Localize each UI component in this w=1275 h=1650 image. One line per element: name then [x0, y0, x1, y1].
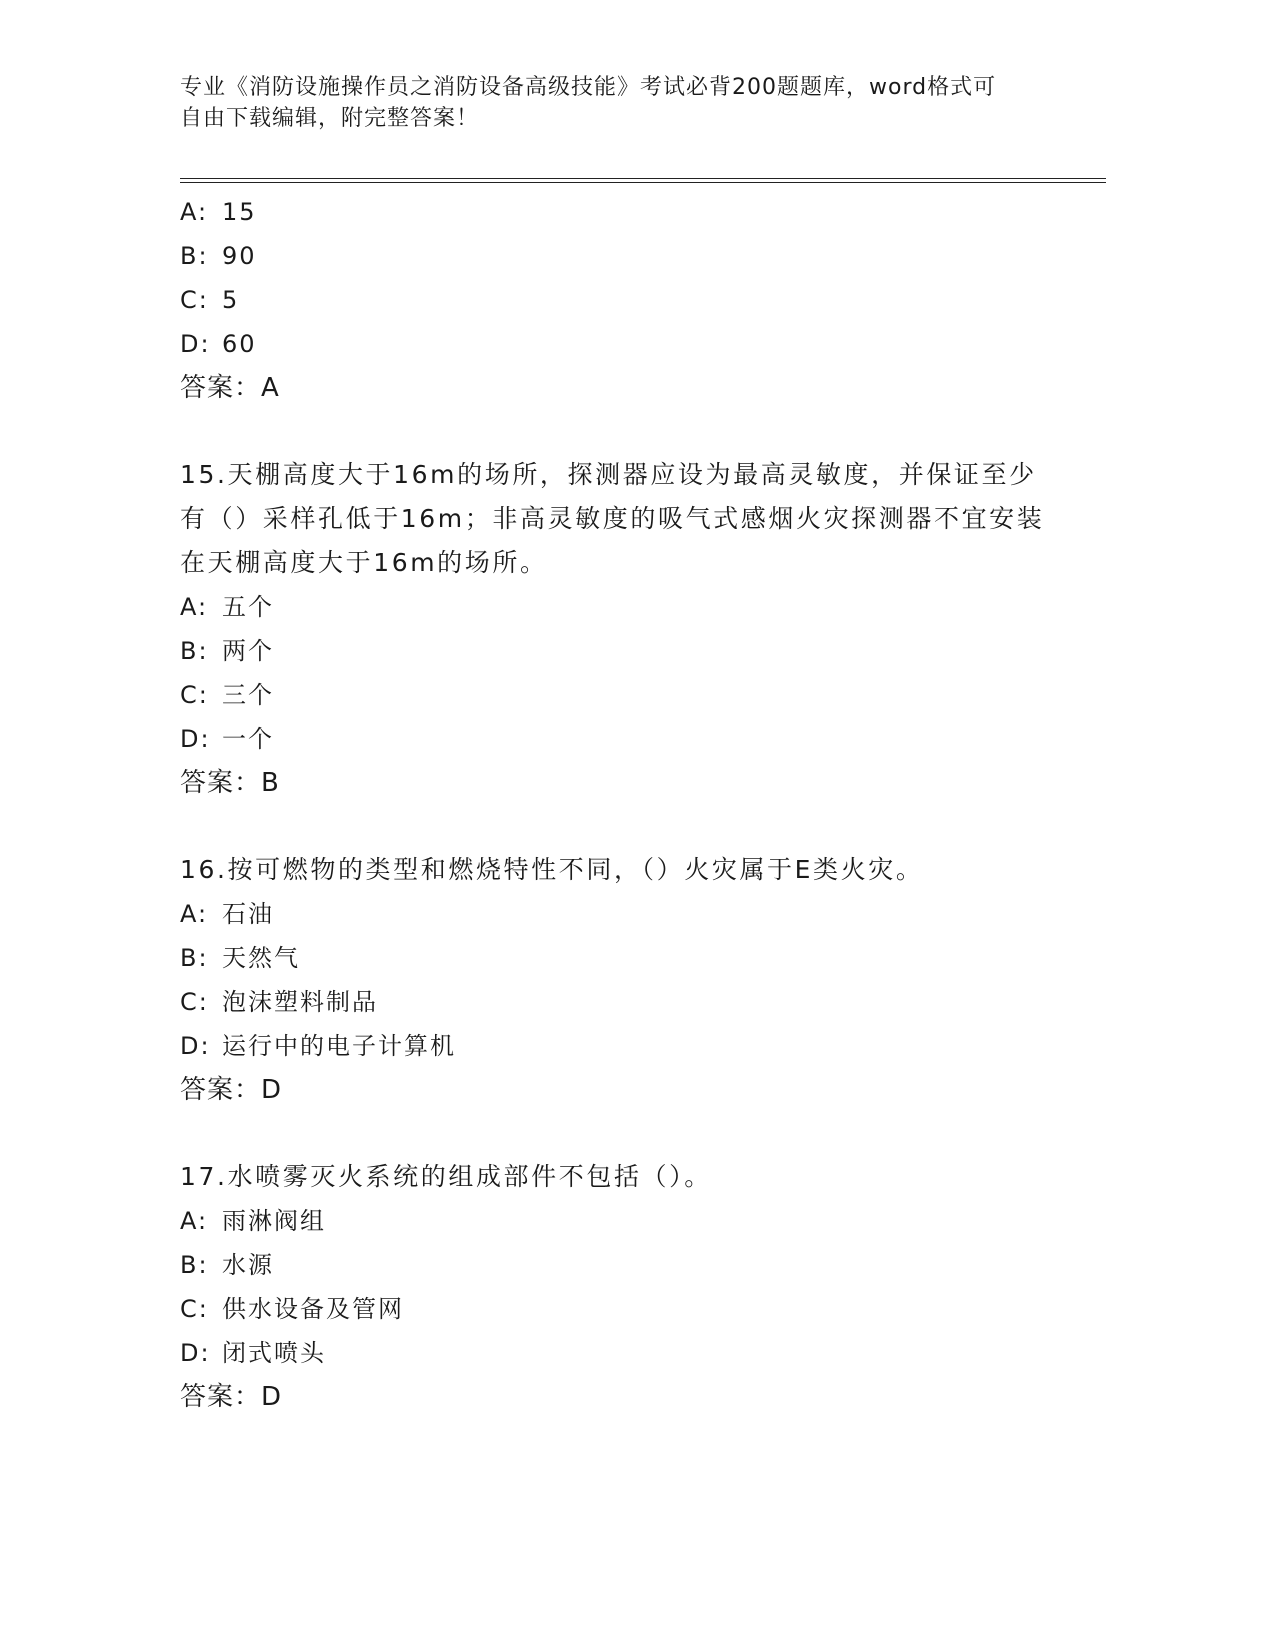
question-block	[180, 1155, 1080, 1419]
option-text: 供水设备及管网	[222, 1295, 404, 1323]
option-text: 5	[222, 286, 240, 314]
option-label: C:	[180, 988, 209, 1016]
option-text: 一个	[222, 725, 274, 753]
option-text: 五个	[222, 593, 274, 621]
question-stem-line: 17.水喷雾灭火系统的组成部件不包括（）。	[180, 1162, 712, 1191]
document-header	[180, 72, 1040, 134]
option-a	[180, 190, 1080, 234]
question-stem-line: 15.天棚高度大于16m的场所，探测器应设为最高灵敏度，并保证至少	[180, 460, 1037, 489]
option-label: B:	[180, 637, 209, 665]
option-c	[180, 980, 1080, 1024]
option-text: 90	[222, 242, 257, 270]
option-d	[180, 717, 1080, 761]
header-line-2: 自由下载编辑，附完整答案！	[180, 106, 480, 131]
option-text: 闭式喷头	[222, 1339, 326, 1367]
option-label: C:	[180, 681, 209, 709]
option-a	[180, 892, 1080, 936]
option-text: 两个	[222, 637, 274, 665]
option-b	[180, 234, 1080, 278]
option-label: B:	[180, 242, 209, 270]
spacer	[180, 805, 1080, 848]
question-block	[180, 453, 1080, 805]
option-c	[180, 673, 1080, 717]
option-d	[180, 1024, 1080, 1068]
spacer	[180, 1112, 1080, 1155]
question-block	[180, 190, 1080, 410]
header-line-1: 专业《消防设施操作员之消防设备高级技能》考试必背200题题库，word格式可	[180, 75, 997, 100]
option-text: 15	[222, 198, 257, 226]
option-text: 60	[222, 330, 257, 358]
option-c	[180, 1287, 1080, 1331]
option-text: 天然气	[222, 944, 300, 972]
question-stem-line: 16.按可燃物的类型和燃烧特性不同，（）火灾属于E类火灾。	[180, 855, 924, 884]
option-label: A:	[180, 198, 209, 226]
option-a	[180, 585, 1080, 629]
option-label: A:	[180, 1207, 209, 1235]
option-b	[180, 629, 1080, 673]
answer-line: 答案：A	[180, 373, 280, 403]
option-c	[180, 278, 1080, 322]
option-d	[180, 322, 1080, 366]
option-label: C:	[180, 1295, 209, 1323]
option-text: 三个	[222, 681, 274, 709]
answer-line: 答案：D	[180, 1075, 283, 1105]
option-text: 石油	[222, 900, 274, 928]
question-block	[180, 848, 1080, 1112]
answer-line: 答案：B	[180, 768, 280, 798]
option-b	[180, 1243, 1080, 1287]
question-stem-line: 有（）采样孔低于16m；非高灵敏度的吸气式感烟火灾探测器不宜安装	[180, 504, 1045, 533]
option-label: D:	[180, 725, 211, 753]
option-text: 运行中的电子计算机	[222, 1032, 456, 1060]
option-label: D:	[180, 330, 211, 358]
option-label: B:	[180, 1251, 209, 1279]
option-text: 水源	[222, 1251, 274, 1279]
option-label: D:	[180, 1339, 211, 1367]
question-stem-line: 在天棚高度大于16m的场所。	[180, 548, 548, 577]
option-b	[180, 936, 1080, 980]
header-divider	[180, 178, 1106, 183]
option-label: D:	[180, 1032, 211, 1060]
option-label: A:	[180, 593, 209, 621]
option-label: B:	[180, 944, 209, 972]
option-text: 雨淋阀组	[222, 1207, 326, 1235]
option-text: 泡沫塑料制品	[222, 988, 378, 1016]
question-list	[180, 190, 1080, 1419]
option-label: A:	[180, 900, 209, 928]
answer-line: 答案：D	[180, 1382, 283, 1412]
option-label: C:	[180, 286, 209, 314]
option-a	[180, 1199, 1080, 1243]
option-d	[180, 1331, 1080, 1375]
spacer	[180, 410, 1080, 453]
